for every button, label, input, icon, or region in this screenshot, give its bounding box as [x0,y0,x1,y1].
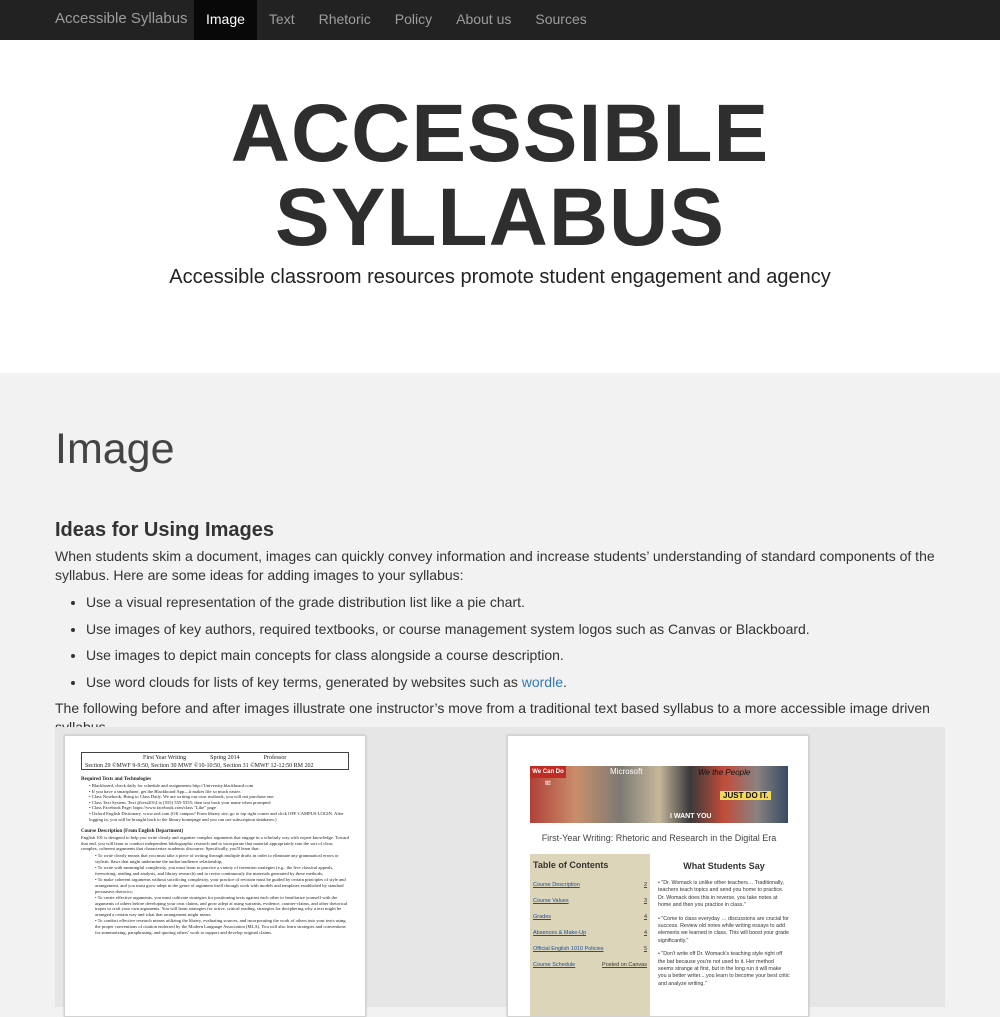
toc-label: Course Schedule [533,962,576,968]
doc-goal: • To conduct effective research means utilizing the library, evaluating sources, and incorporating the work of others into your texts using the proper conventions of citation endorsed by the Modern Language Association (MLA). You will also learn strategies and conventions for summarizing, paraphrasing, and quoting others' work to support and develop original claims. [95,918,346,935]
toc-page: Posted on Canvas [602,962,647,968]
list-item: • Use a visual representation of the grade distribution list like a pie chart. [86,593,955,612]
doc-line: • Oxford English Dictionary. www.oed.com (Off campus? From library site, go to top right corner and click OFF CAMPUS LOGIN. After logging in, you will be brought back to the library homepage and you can use subscription databases.) [89,810,344,822]
list-item-text: Use word clouds for lists of key terms, generated by websites such as [86,673,522,690]
syllabus-header-box [81,752,349,770]
doc-heading: Required Texts and Technologies [81,777,152,782]
hero-subtitle: Accessible classroom resources promote student engagement and agency [169,266,831,288]
header-cell: Spring 2014 [210,755,240,761]
toc-item [533,898,647,904]
navbar-brand[interactable]: Accessible Syllabus [55,10,188,27]
image-section [0,373,1000,1000]
before-document [81,752,349,935]
table-of-contents [530,854,650,1017]
doc-line: • Class Notebook; Bring to Class Daily. We are writing our own textbook, you will not purchase one. [89,794,275,800]
toc-page: 2 [643,882,647,888]
toc-item [533,914,647,920]
hero-title-line2: SYLLABUS [275,172,725,263]
wordle-link[interactable]: wordle [521,673,563,690]
section-heading: Ideas for Using Images [55,519,274,541]
ideas-list [55,593,955,692]
header-row: Section 29 ©MWF 9-9:50, Section 30 MWF ©10-10:50, Section 31 ©MWF 12-12:50 RM 202 [85,763,314,769]
toc-page: 4 [643,930,647,936]
quotes-heading: What Students Say [683,861,765,871]
hero-banner [0,40,1000,373]
doc-goal: • To write with meaningful complexity, you must learn to practice a variety of invention strategies (e.g., the five classical appeals, freewriting, reading and analysis, and library research) and to revise continuously the materials generated by these methods; [95,865,334,876]
nav-item-text[interactable]: Text [268,11,295,27]
nav-menu [194,0,599,40]
section-title: Image [55,425,175,473]
header-cell: Professor [263,755,287,761]
banner-logo: Microsoft [610,767,643,776]
toc-label: Course Values [533,898,569,904]
toc-item [533,962,647,968]
toc-label: Course Description [533,882,580,888]
toc-label: Absences & Make-Up [533,930,587,936]
toc-heading: Table of Contents [533,860,609,870]
quote-item: • "Come to class everyday … discussions are crucial for success. Review old notes while writing essays to add elements we learned in class. This will boost your grade significantly." [658,915,789,944]
doc-paragraph: English 101 is designed to help you write clearly and organize complex arguments that engage in a scholarly way with expert knowledge. Toward that end, you will learn to conduct independent bibliographic research and to incorporate that material appropriately into the sort of clear, complex, coherent arguments that characterize academic discourse. Specifically, you'll learn that: [81,835,349,852]
toc-page: 5 [643,946,647,952]
list-item [86,673,955,692]
quote-item: • "Don't write off Dr. Womack's teaching style right off the bat because you're not used to it. Her method seems strange at first, but in the long run it will make you a better writer....you learn to become your best critic and analyze writing." [658,951,790,987]
banner-script: We the People [698,768,751,777]
top-navbar [0,0,1000,40]
header-cell: First Year Writing [143,755,187,761]
intro-paragraph: When students skim a document, images can quickly convey information and increase students’ understanding of standard components of the syllabus. Here are some ideas for adding images to your syllabus: [55,548,935,583]
doc-goal: • To create effective arguments, you must cultivate strategies for positioning texts against each other to familiarize yourself with the arguments of others before developing your own claims, and grow adept at using warrants, evidence, counter-claims, and other rhetorical tropes to craft your own arguments. You will learn strategies for active, critical reading, strategies for deciphering why a text might be arranged a certain way and what that arrangement might mean; [95,895,348,917]
before-syllabus-image[interactable] [64,735,366,1017]
nav-item-image[interactable]: Image [194,0,257,40]
nav-item-policy[interactable]: Policy [394,11,433,27]
closing-paragraph: The following before and after images illustrate one instructor’s move from a traditional text based syllabus to a more accessible image driven [55,700,930,716]
student-quotes [658,861,790,994]
list-item: • Use images to depict main concepts for class alongside a course description. [86,646,955,665]
after-syllabus-image[interactable] [507,735,809,1017]
doc-line: • Class Facebook Page: https://www.facebook.com/class "Like" page [89,805,217,811]
toc-label: Grades [533,914,552,920]
nav-item-sources[interactable]: Sources [535,11,587,27]
list-item: • Use images of key authors, required textbooks, or course management system logos such as Canvas or Blackboard. [86,620,955,639]
after-title: First-Year Writing: Rhetoric and Research in the Digital Era [541,833,777,843]
doc-line: • Blackboard, check daily for schedule and assignments http://University.blackboard.com [89,783,254,788]
doc-goal: • To make coherent arguments without sacrificing complexity, your practice of revision must be guided by certain principles of style and arrangement, and you must grow adept in the genre of argument itself through work with models and templates established by standard persuasive rhetorics; [95,877,346,894]
nav-item-about-us[interactable]: About us [456,11,512,27]
after-document [530,766,790,987]
list-item-end: . [563,673,567,690]
before-after-gallery [55,727,945,1007]
doc-goal: • To write clearly means that you must take a piece of writing through multiple drafts in order to eliminate any grammatical errors or stylistic flaws that might undermine the author/audience relationship; [95,852,339,864]
toc-page: 4 [643,914,647,920]
toc-page: 3 [643,898,647,904]
toc-item [533,930,647,936]
nav-item-rhetoric[interactable]: Rhetoric [318,11,371,27]
banner-badge: We Can Do It! [530,766,566,778]
doc-line: • Class Text System. Text @text2014 to (555) 555-5555; then text back your name when prompted [89,799,271,805]
section-content [55,518,955,737]
quote-item: • "Dr. Womack is unlike other teachers… Traditionally, teachers teach topics and send you home to practice. Dr. Womack does this in reverse, you take notes at home and then you practice in class." [658,880,785,909]
banner-caption: I WANT YOU [670,813,712,820]
hero-title [0,88,1000,263]
hero-title-line1: ACCESSIBLE [230,88,770,179]
toc-item [533,882,647,888]
doc-heading: Course Description (From English Department) [81,829,184,835]
banner-sign: JUST DO IT. [720,791,771,800]
toc-item [533,946,647,952]
collage-banner [530,766,788,823]
doc-line: • If you have a smartphone, get the Blackboard App—it makes life so much easier. [89,788,241,794]
toc-label: Official English 1010 Policies [533,946,604,952]
